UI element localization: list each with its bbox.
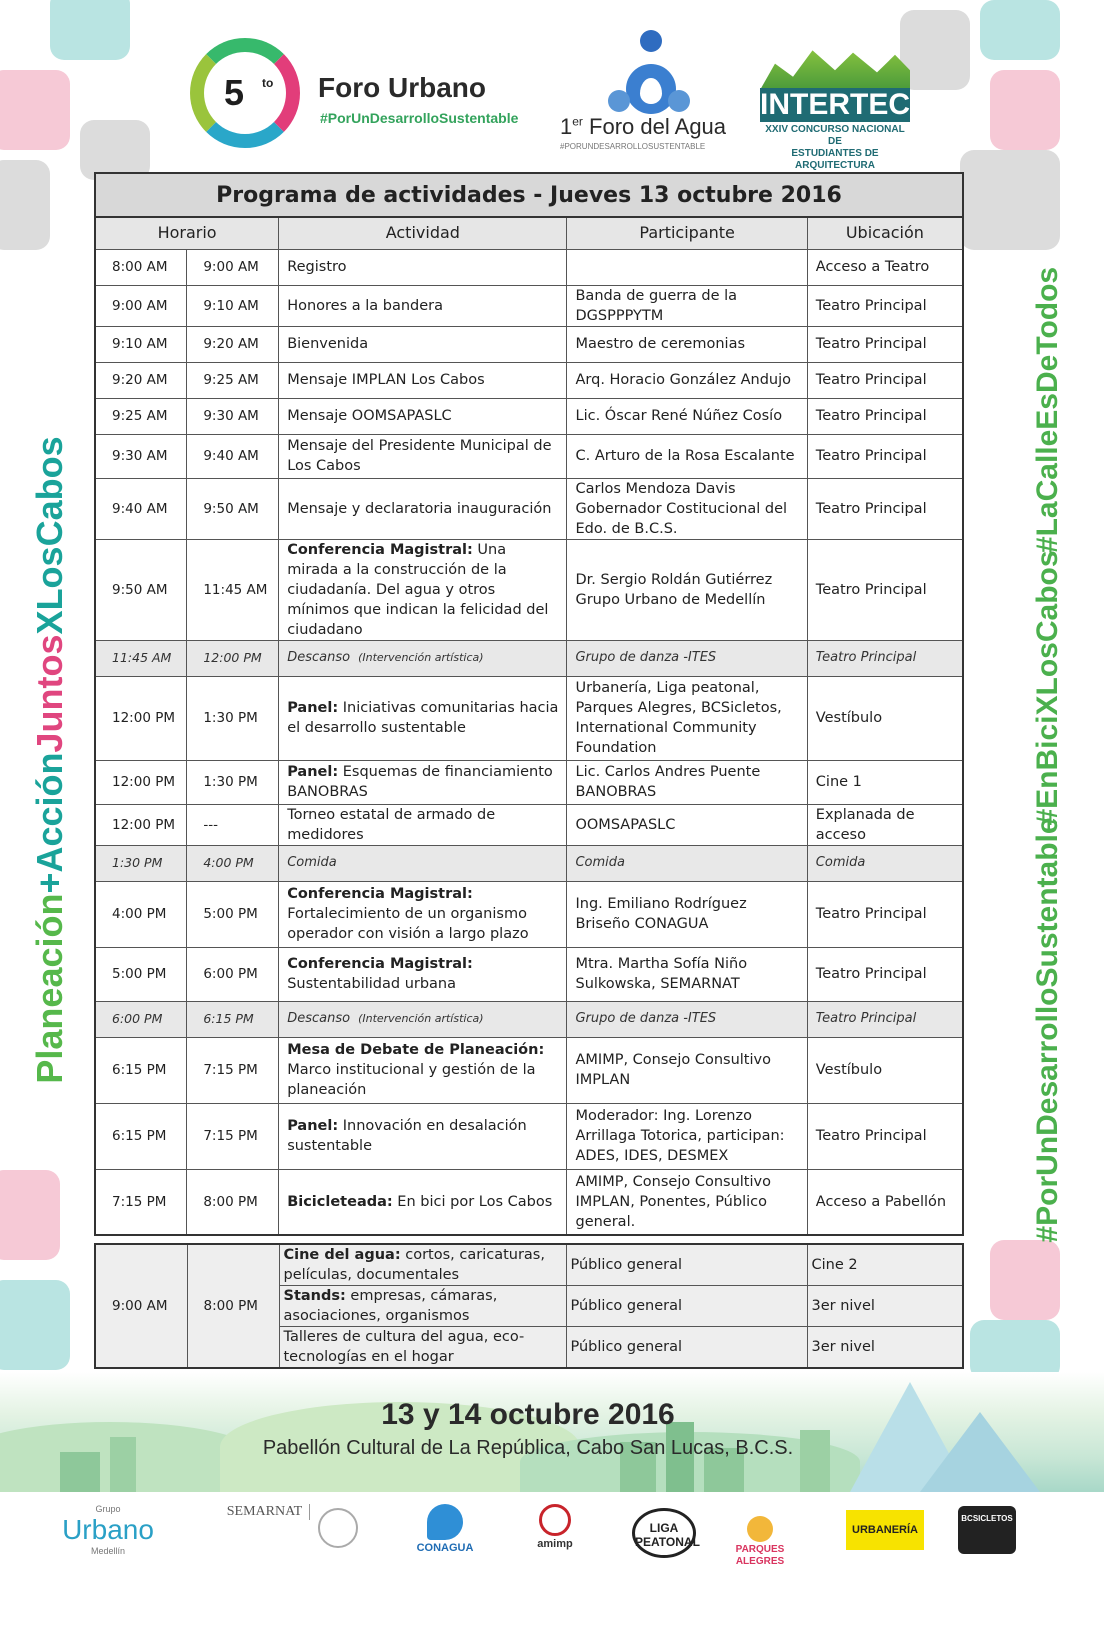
event-venue: Pabellón Cultural de La República, Cabo San Lucas, B.C.S. xyxy=(262,1437,794,1459)
location-cell: Teatro Principal xyxy=(807,478,963,539)
start-time: 9:30 AM xyxy=(95,434,187,478)
schedule-row xyxy=(95,947,963,1001)
start-time: 9:25 AM xyxy=(95,398,187,434)
person-head-icon xyxy=(668,90,690,112)
location-cell: Acceso a Pabellón xyxy=(807,1169,963,1235)
sponsor-logos xyxy=(0,1494,1104,1567)
water-drop-icon xyxy=(640,30,662,52)
start-time: 6:15 PM xyxy=(95,1103,187,1169)
end-time: 7:15 PM xyxy=(187,1103,279,1169)
activity-text: Fortalecimiento de un organismo operador con visión a largo plazo xyxy=(287,906,529,942)
activity-text: Sustentabilidad urbana xyxy=(287,976,457,992)
activity-text: Iniciativas comunitarias hacia el desarrollo sustentable xyxy=(287,700,559,736)
participant-cell: C. Arturo de la Rosa Escalante xyxy=(567,434,807,478)
schedule-row xyxy=(95,398,963,434)
participant-cell: Arq. Horacio González Andujo xyxy=(567,362,807,398)
activity-text: En bici por Los Cabos xyxy=(392,1193,553,1210)
activity-type: Panel: xyxy=(287,1118,339,1134)
end-time: 1:30 PM xyxy=(187,676,279,760)
puzzle-piece-decoration xyxy=(0,160,50,250)
schedule-title: Programa de actividades - Jueves 13 octubre 2016 xyxy=(95,173,963,217)
schedule-row xyxy=(95,539,963,640)
end-time: 7:15 PM xyxy=(187,1037,279,1103)
activity-cell xyxy=(279,676,567,760)
start-time: 12:00 PM xyxy=(95,760,187,804)
end-time: 8:00 PM xyxy=(187,1169,279,1235)
foro-urbano-title: Foro Urbano xyxy=(318,72,486,103)
end-time: --- xyxy=(187,804,279,845)
participant-cell: Lic. Carlos Andres Puente BANOBRAS xyxy=(567,760,807,804)
header-horario: Horario xyxy=(95,217,279,249)
activity-cell xyxy=(279,881,567,947)
puzzle-piece-decoration xyxy=(970,1320,1060,1380)
activity-type: Conferencia Magistral: xyxy=(287,886,473,902)
start-time: 9:40 AM xyxy=(95,478,187,539)
activity-cell xyxy=(279,947,567,1001)
foro-urbano-ordinal-sup: to xyxy=(262,76,274,90)
foro-urbano-hashtag: #PorUnDesarrolloSustentable xyxy=(320,110,519,126)
location-cell: Comida xyxy=(807,845,963,881)
participant-cell: Mtra. Martha Sofía Niño Sulkowska, SEMARNAT xyxy=(567,947,807,1001)
schedule-row xyxy=(95,1001,963,1037)
city-landscape-illustration xyxy=(0,1372,1104,1492)
activity-type: Mesa de Debate de Planeación: xyxy=(287,1042,545,1058)
puzzle-piece-decoration xyxy=(990,70,1060,150)
schedule-row xyxy=(95,326,963,362)
activity-text: Bienvenida xyxy=(287,336,369,352)
activity-cell xyxy=(279,434,567,478)
event-date: 13 y 14 octubre 2016 xyxy=(381,1398,675,1431)
activity-cell xyxy=(279,804,567,845)
activity-cell xyxy=(279,1037,567,1103)
participant-cell: AMIMP, Consejo Consultivo IMPLAN, Ponentes, Público general. xyxy=(567,1169,807,1235)
start-time: 7:15 PM xyxy=(95,1169,187,1235)
location-cell: Teatro Principal xyxy=(807,1001,963,1037)
location-cell: Teatro Principal xyxy=(807,434,963,478)
activity-type: Conferencia Magistral: xyxy=(287,541,473,558)
location-cell: 3er nivel xyxy=(807,1327,963,1369)
start-time: 11:45 AM xyxy=(95,640,187,676)
start-time: 9:10 AM xyxy=(95,326,187,362)
location-cell: Teatro Principal xyxy=(807,362,963,398)
liga-peatonal-logo: LIGA PEATONAL xyxy=(632,1508,696,1558)
activity-text: empresas, cámaras, asociaciones, organismos xyxy=(283,1288,498,1324)
location-cell: Cine 2 xyxy=(807,1244,963,1286)
participant-cell: Lic. Óscar René Núñez Cosío xyxy=(567,398,807,434)
urbaneria-logo: URBANERÍA xyxy=(846,1510,924,1550)
schedule-row xyxy=(95,804,963,845)
activity-cell xyxy=(279,249,567,285)
end-time: 4:00 PM xyxy=(187,845,279,881)
participant-cell: Maestro de ceremonias xyxy=(567,326,807,362)
end-time: 9:10 AM xyxy=(187,285,279,326)
all-day-row xyxy=(95,1244,963,1286)
location-cell: Explanada de acceso xyxy=(807,804,963,845)
person-head-icon xyxy=(608,90,630,112)
end-time: 9:00 AM xyxy=(187,249,279,285)
end-time: 9:30 AM xyxy=(187,398,279,434)
activity-type: Stands: xyxy=(283,1288,346,1304)
activity-text: Mensaje IMPLAN Los Cabos xyxy=(287,372,485,388)
activity-cell xyxy=(279,539,567,640)
amimp-ring-icon xyxy=(539,1504,571,1536)
activity-cell xyxy=(279,1286,566,1327)
foro-urbano-ring-icon xyxy=(190,38,300,148)
side-tag-right-desarrollo: #PorUnDesarrolloSustentable xyxy=(1031,817,1064,1243)
activity-text: Esquemas de financiamiento BANOBRAS xyxy=(287,764,553,800)
start-time: 9:50 AM xyxy=(95,539,187,640)
schedule-row xyxy=(95,1103,963,1169)
participant-cell xyxy=(567,249,807,285)
location-cell: 3er nivel xyxy=(807,1286,963,1327)
activity-text: Mensaje OOMSAPASLC xyxy=(287,408,452,424)
end-time: 5:00 PM xyxy=(187,881,279,947)
mexico-seal-icon xyxy=(318,1508,358,1548)
start-time: 4:00 PM xyxy=(95,881,187,947)
intertec-logo xyxy=(760,46,910,171)
location-cell: Acceso a Teatro xyxy=(807,249,963,285)
start-time: 12:00 PM xyxy=(95,676,187,760)
activity-text: Descanso xyxy=(287,650,351,665)
activity-text: Descanso xyxy=(287,1011,351,1026)
activity-note: (Intervención artística) xyxy=(358,651,484,664)
start-time: 9:00 AM xyxy=(95,285,187,326)
activity-type: Conferencia Magistral: xyxy=(287,956,473,972)
activity-type: Panel: xyxy=(287,764,339,780)
activity-text: Una mirada a la construcción de la ciudadanía. Del agua y otros mínimos que indican la felicidad del ciudadano xyxy=(287,541,549,638)
start-time: 9:00 AM xyxy=(95,1244,187,1368)
schedule-row xyxy=(95,362,963,398)
end-time: 6:15 PM xyxy=(187,1001,279,1037)
end-time: 12:00 PM xyxy=(187,640,279,676)
conagua-logo: CONAGUA xyxy=(410,1504,480,1554)
puzzle-piece-decoration xyxy=(900,10,970,90)
start-time: 6:15 PM xyxy=(95,1037,187,1103)
puzzle-piece-decoration xyxy=(960,150,1060,250)
schedule-row xyxy=(95,249,963,285)
all-day-table xyxy=(94,1243,964,1369)
end-time: 6:00 PM xyxy=(187,947,279,1001)
puzzle-piece-decoration xyxy=(50,0,130,60)
schedule-row xyxy=(95,1037,963,1103)
location-cell: Teatro Principal xyxy=(807,881,963,947)
activity-cell xyxy=(279,478,567,539)
end-time: 9:50 AM xyxy=(187,478,279,539)
location-cell: Teatro Principal xyxy=(807,1103,963,1169)
activity-text: Torneo estatal de armado de medidores xyxy=(287,806,496,843)
start-time: 1:30 PM xyxy=(95,845,187,881)
activity-type: Bicicleteada: xyxy=(287,1193,393,1210)
header-ubicacion: Ubicación xyxy=(807,217,963,249)
tree-icon xyxy=(747,1516,773,1542)
start-time: 8:00 AM xyxy=(95,249,187,285)
activity-text: Comida xyxy=(287,855,337,870)
activity-text: cortos, caricaturas, películas, documentales xyxy=(283,1247,545,1283)
start-time: 6:00 PM xyxy=(95,1001,187,1037)
start-time: 9:20 AM xyxy=(95,362,187,398)
activity-note: (Intervención artística) xyxy=(358,1012,484,1025)
start-time: 12:00 PM xyxy=(95,804,187,845)
puzzle-piece-decoration xyxy=(0,70,70,150)
water-drop-icon xyxy=(640,78,662,104)
location-cell: Vestíbulo xyxy=(807,676,963,760)
participant-cell: Grupo de danza -ITES xyxy=(567,640,807,676)
header-actividad: Actividad xyxy=(279,217,567,249)
activity-cell xyxy=(279,326,567,362)
participant-cell: Banda de guerra de la DGSPPPYTM xyxy=(567,285,807,326)
activity-cell xyxy=(279,285,567,326)
parques-alegres-logo: PARQUES ALEGRES xyxy=(730,1504,790,1568)
foro-agua-logo xyxy=(560,30,730,160)
participant-cell: Dr. Sergio Roldán Gutiérrez Grupo Urbano de Medellín xyxy=(567,539,807,640)
schedule-row xyxy=(95,1169,963,1235)
intertec-title: INTERTEC xyxy=(760,88,910,121)
activity-text: Innovación en desalación sustentable xyxy=(287,1118,527,1154)
start-time: 5:00 PM xyxy=(95,947,187,1001)
puzzle-piece-decoration xyxy=(990,1240,1060,1320)
activity-cell xyxy=(279,760,567,804)
participant-cell: Carlos Mendoza Davis Gobernador Costitucional del Edo. de B.C.S. xyxy=(567,478,807,539)
activity-cell xyxy=(279,398,567,434)
header-participante: Participante xyxy=(567,217,807,249)
schedule-row xyxy=(95,676,963,760)
location-cell: Teatro Principal xyxy=(807,326,963,362)
participant-cell: Moderador: Ing. Lorenzo Arrillaga Totorica, participan: ADES, IDES, DESMEX xyxy=(567,1103,807,1169)
puzzle-piece-decoration xyxy=(80,120,150,180)
participant-cell: Público general xyxy=(566,1244,807,1286)
end-time: 9:40 AM xyxy=(187,434,279,478)
end-time: 9:25 AM xyxy=(187,362,279,398)
location-cell: Teatro Principal xyxy=(807,285,963,326)
location-cell: Teatro Principal xyxy=(807,398,963,434)
schedule-row xyxy=(95,845,963,881)
water-wave-icon xyxy=(427,1504,463,1540)
activity-cell xyxy=(279,1169,567,1235)
end-time: 1:30 PM xyxy=(187,760,279,804)
activity-cell xyxy=(279,1103,567,1169)
activity-cell xyxy=(279,640,567,676)
activity-type: Cine del agua: xyxy=(283,1247,401,1263)
schedule-row xyxy=(95,434,963,478)
participant-cell: OOMSAPASLC xyxy=(567,804,807,845)
side-tag-right-bici: #EnBiciXLosCabos xyxy=(1031,550,1064,826)
participant-cell: AMIMP, Consejo Consultivo IMPLAN xyxy=(567,1037,807,1103)
puzzle-piece-decoration xyxy=(980,0,1060,60)
location-cell: Vestíbulo xyxy=(807,1037,963,1103)
grupo-urbano-logo: Grupo Urbano Medellín xyxy=(62,1504,154,1556)
activity-text: Mensaje y declaratoria inauguración xyxy=(287,500,552,517)
activity-cell xyxy=(279,845,567,881)
location-cell: Teatro Principal xyxy=(807,539,963,640)
side-tag-left: Planeación+AcciónJuntosXLosCabos xyxy=(29,436,70,1084)
schedule-row xyxy=(95,881,963,947)
schedule-row xyxy=(95,640,963,676)
foro-agua-title: 1er Foro del Agua xyxy=(560,114,727,139)
foro-agua-hashtag: #PORUNDESARROLLOSUSTENTABLE xyxy=(560,142,706,151)
intertec-subtitle: XXIV CONCURSO NACIONAL DE ESTUDIANTES DE ARQUITECTURA xyxy=(765,124,905,171)
semarnat-logo: SEMARNAT xyxy=(220,1504,310,1520)
participant-cell: Comida xyxy=(567,845,807,881)
activity-text: Mensaje del Presidente Municipal de Los Cabos xyxy=(287,438,552,474)
schedule-row xyxy=(95,478,963,539)
end-time: 9:20 AM xyxy=(187,326,279,362)
foro-urbano-logo xyxy=(190,38,520,148)
activity-type: Panel: xyxy=(287,700,339,716)
activity-text: Talleres de cultura del agua, eco-tecnologías en el hogar xyxy=(283,1329,525,1365)
location-cell: Cine 1 xyxy=(807,760,963,804)
side-tag-right-calle: #LaCalleEsDeTodos xyxy=(1031,266,1064,554)
activity-text: Marco institucional y gestión de la planeación xyxy=(287,1062,536,1098)
end-time: 11:45 AM xyxy=(187,539,279,640)
schedule-row xyxy=(95,285,963,326)
participant-cell: Grupo de danza -ITES xyxy=(567,1001,807,1037)
amimp-logo: amimp xyxy=(520,1504,590,1550)
puzzle-piece-decoration xyxy=(0,1280,70,1370)
activity-text: Registro xyxy=(287,259,347,275)
end-time: 8:00 PM xyxy=(187,1244,279,1368)
location-cell: Teatro Principal xyxy=(807,947,963,1001)
activity-cell xyxy=(279,1001,567,1037)
schedule-table xyxy=(94,172,964,1236)
mountain-icon xyxy=(760,46,910,90)
participant-cell: Público general xyxy=(566,1286,807,1327)
activity-cell xyxy=(279,1327,566,1369)
participant-cell: Público general xyxy=(566,1327,807,1369)
activity-cell xyxy=(279,1244,566,1286)
puzzle-piece-decoration xyxy=(0,1170,60,1260)
foro-urbano-ordinal: 5 xyxy=(224,72,245,113)
schedule-row xyxy=(95,760,963,804)
activity-cell xyxy=(279,362,567,398)
location-cell: Teatro Principal xyxy=(807,640,963,676)
participant-cell: Urbanería, Liga peatonal, Parques Alegres, BCSicletos, International Community Foundation xyxy=(567,676,807,760)
participant-cell: Ing. Emiliano Rodríguez Briseño CONAGUA xyxy=(567,881,807,947)
bcsicletos-logo: BCSICLETOS xyxy=(958,1506,1016,1554)
activity-text: Honores a la bandera xyxy=(287,297,444,314)
